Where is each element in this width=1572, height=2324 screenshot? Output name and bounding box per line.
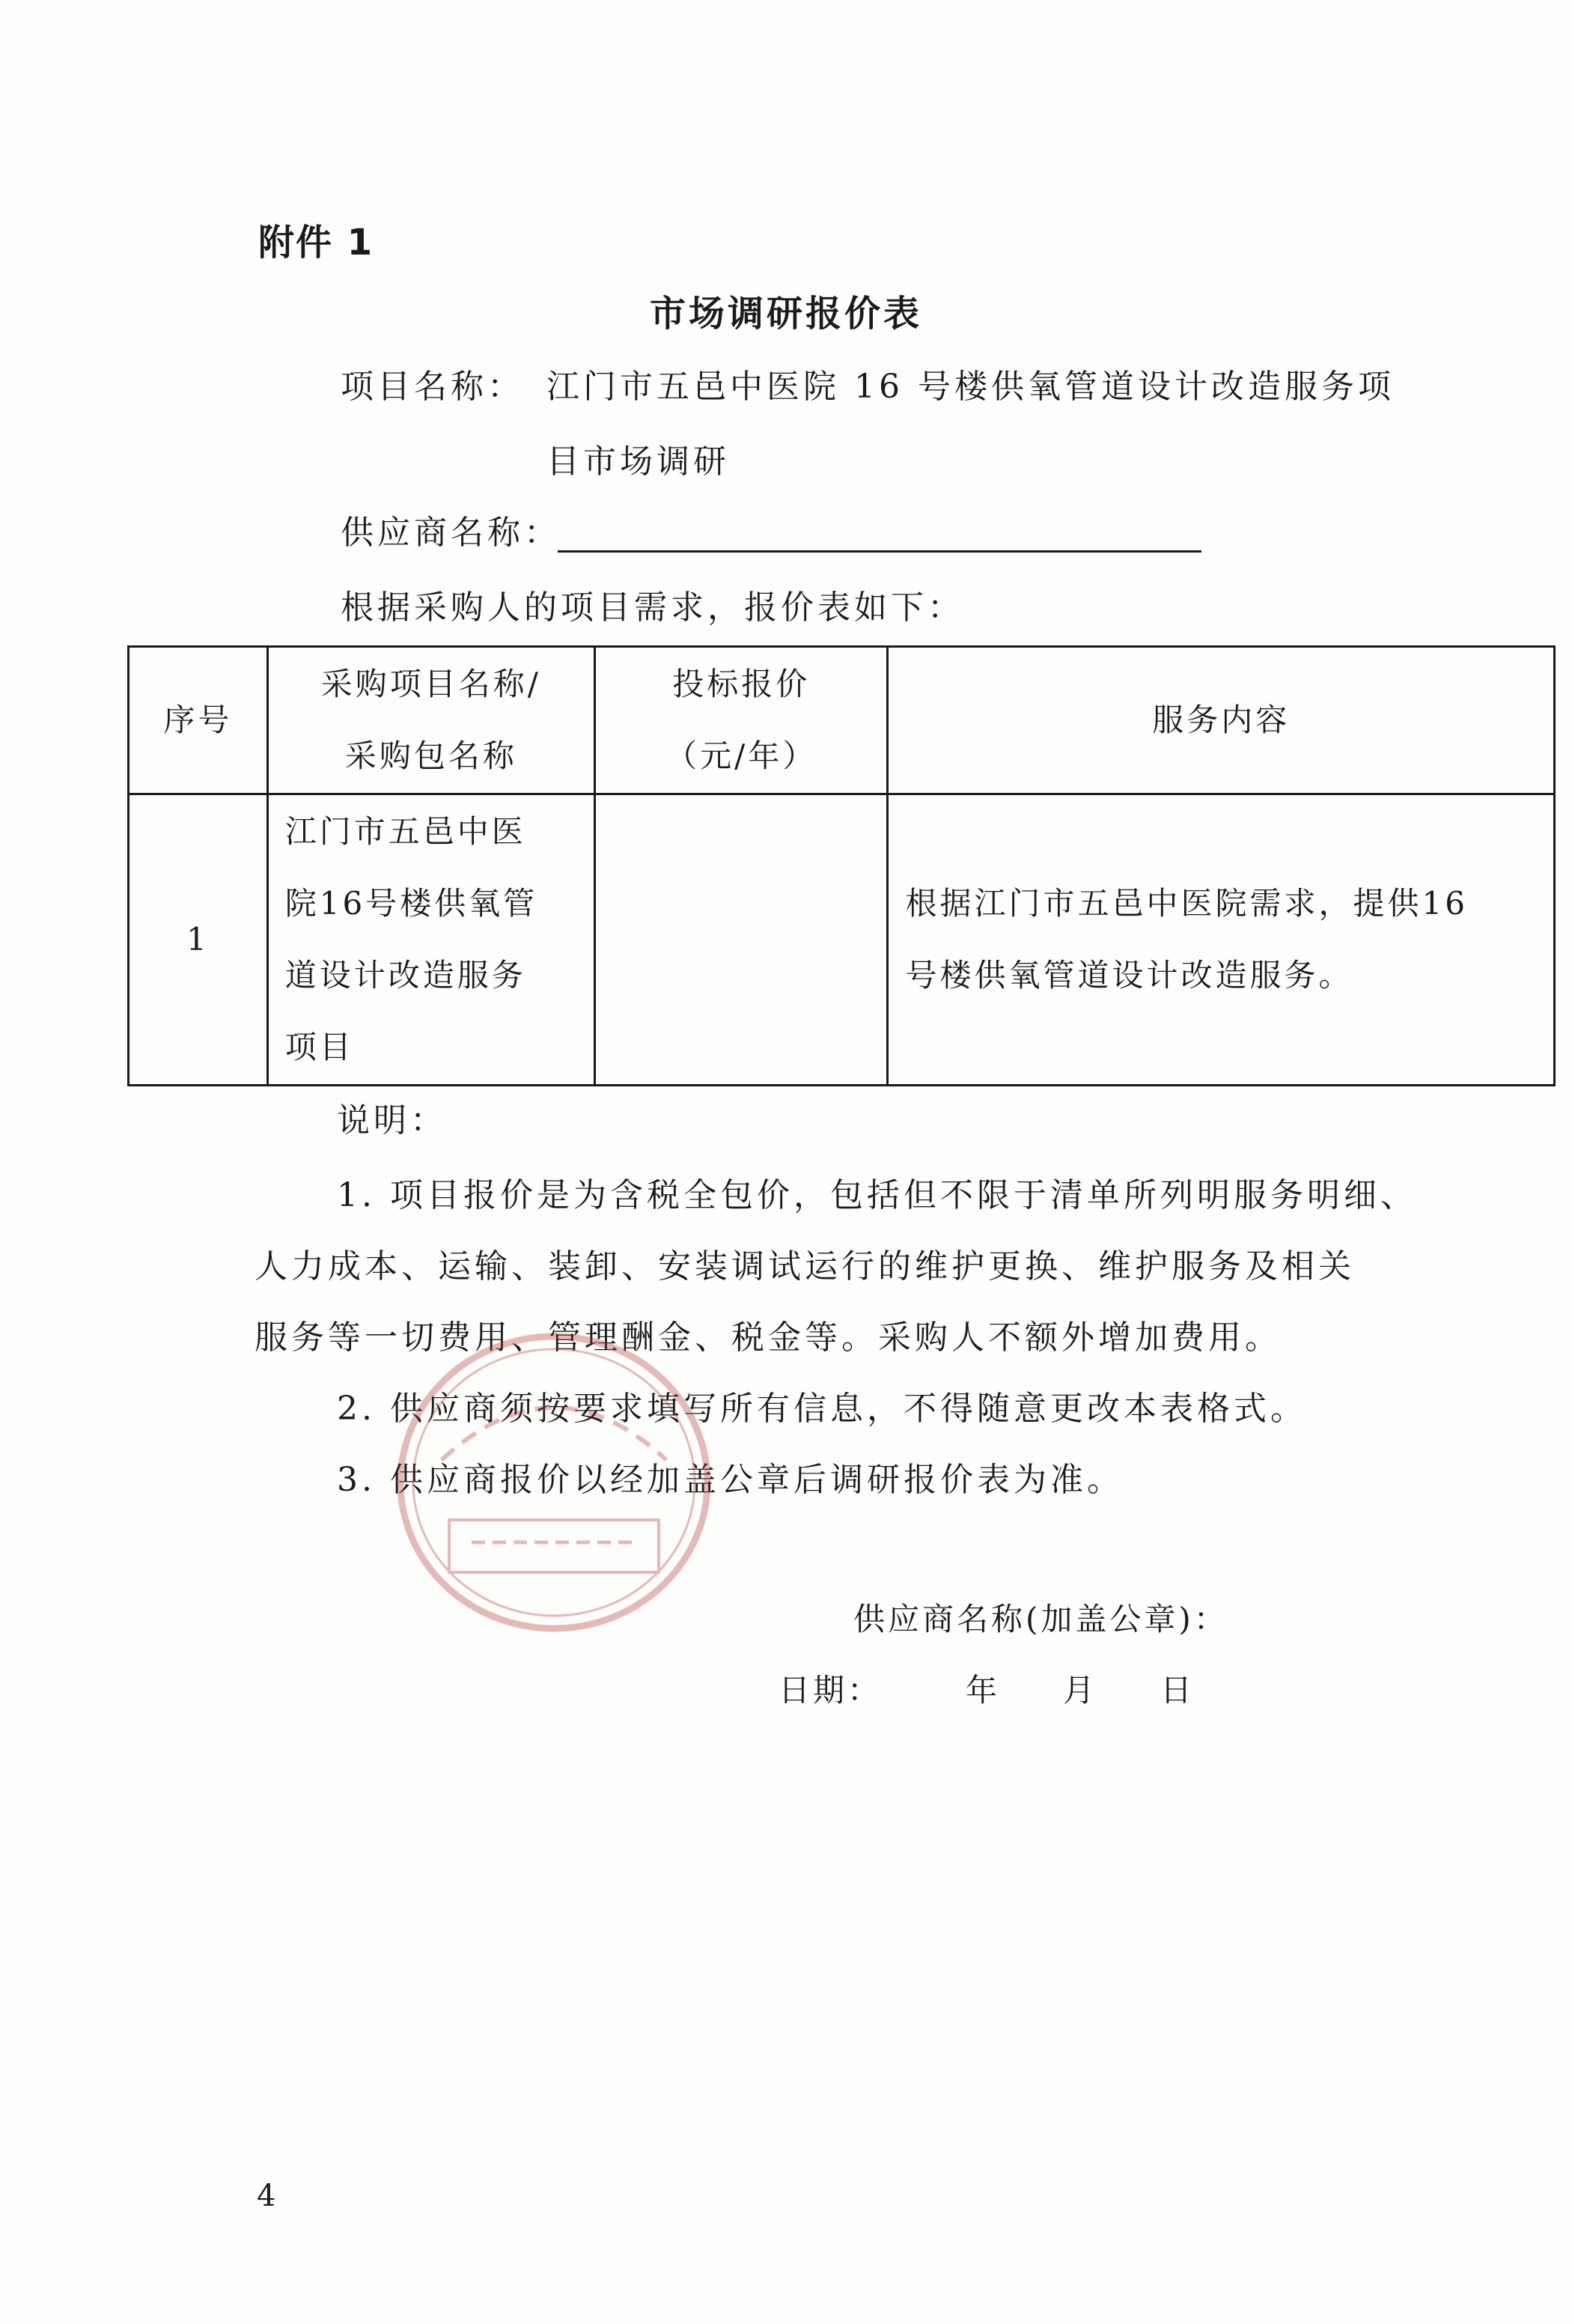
cell-seq: 1 xyxy=(129,794,268,1086)
cell-service-content: 根据江门市五邑中医院需求，提供16 号楼供氧管道设计改造服务。 xyxy=(888,794,1555,1086)
date-month-label: 月 xyxy=(1063,1672,1095,1709)
page-number: 4 xyxy=(257,2179,276,2213)
quotation-table xyxy=(127,645,1556,1086)
project-name-line-2: 目市场调研 xyxy=(546,442,730,481)
header-service-content: 服务内容 xyxy=(888,647,1555,794)
header-seq: 序号 xyxy=(129,647,268,794)
cell-project-name: 江门市五邑中医 院16号楼供氧管 道设计改造服务 项目 xyxy=(267,794,594,1086)
intro-text: 根据采购人的项目需求，报价表如下： xyxy=(341,588,964,627)
date-year-label: 年 xyxy=(966,1672,998,1709)
supplier-name-blank[interactable] xyxy=(558,550,1201,553)
signature-supplier-label: 供应商名称(加盖公章)： xyxy=(853,1601,1228,1637)
cell-bid-price[interactable] xyxy=(595,794,888,1086)
note-1-line-1: 1. 项目报价是为含税全包价，包括但不限于清单所列明服务明细、 xyxy=(337,1176,1417,1214)
note-3: 3. 供应商报价以经加盖公章后调研报价表为准。 xyxy=(337,1461,1124,1499)
note-2: 2. 供应商须按要求填写所有信息，不得随意更改本表格式。 xyxy=(337,1390,1307,1428)
supplier-name-label: 供应商名称： xyxy=(341,514,561,552)
note-1-line-2: 人力成本、运输、装卸、安装调试运行的维护更换、维护服务及相关 xyxy=(255,1247,1355,1286)
document-title: 市场调研报价表 xyxy=(649,293,922,335)
date-day-label: 日 xyxy=(1160,1672,1192,1709)
attachment-label: 附件 1 xyxy=(258,222,374,264)
header-project-name: 采购项目名称/ 采购包名称 xyxy=(267,647,594,794)
table-header-row xyxy=(129,647,1555,794)
header-bid-price: 投标报价 （元/年） xyxy=(595,647,888,794)
project-name-label: 项目名称： xyxy=(341,368,524,406)
note-1-line-3: 服务等一切费用、管理酬金、税金等。采购人不额外增加费用。 xyxy=(255,1318,1282,1357)
project-name-line-1: 江门市五邑中医院 16 号楼供氧管道设计改造服务项 xyxy=(546,368,1395,406)
notes-title: 说明： xyxy=(337,1101,447,1140)
signature-date-label: 日期： xyxy=(779,1672,883,1709)
table-row xyxy=(129,794,1555,1086)
